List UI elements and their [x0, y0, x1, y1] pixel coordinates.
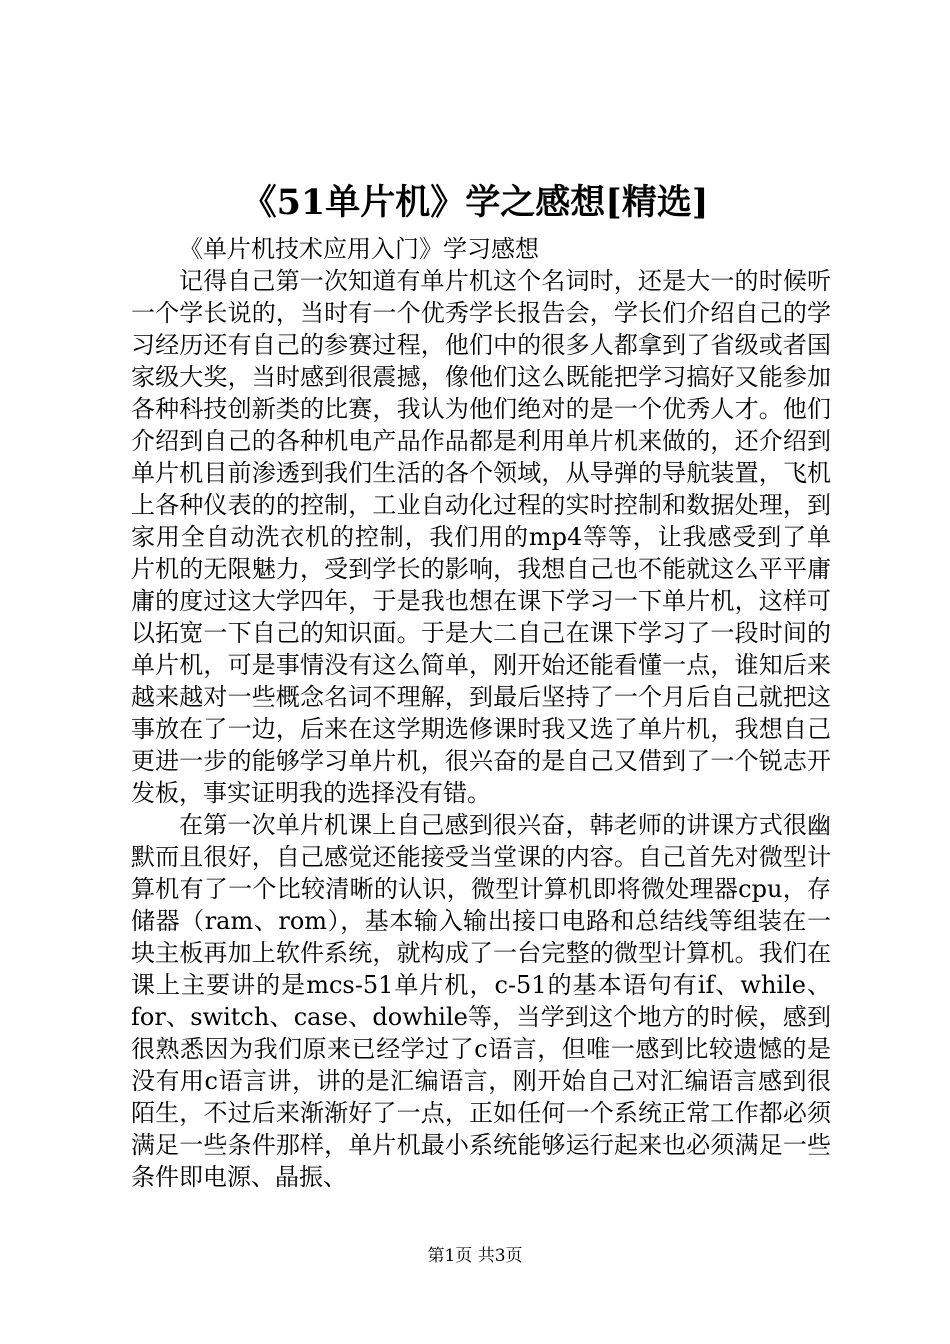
page-footer: 第1页 共3页 [427, 1246, 523, 1266]
document-body [131, 233, 831, 1193]
document-subtitle: 《单片机技术应用入门》学习感想 [179, 235, 539, 263]
paragraph: 在第一次单片机课上自己感到很兴奋，韩老师的讲课方式很幽默而且很好，自己感觉还能接受当堂课的内容。自己首先对微型计算机有了一个比较清晰的认识，微型计算机即将微处理器cpu，存储器（ram、rom），基本输入输出接口电路和总结线等组装在一块主板再加上软件系统，就构成了一台完整的微型计算机。我们在课上主要讲的是mcs-51单片机，c-51的基本语句有if、while、for、switch、case、dowhile等，当学到这个地方的时候，感到很熟悉因为我们原来已经学过了c语言，但唯一感到比较遗憾的是没有用c语言讲，讲的是汇编语言，刚开始自己对汇编语言感到很陌生，不过后来渐渐好了一点，正如任何一个系统正常工作都必须满足一些条件那样，单片机最小系统能够运行起来也必须满足一些条件即电源、晶振、 [131, 811, 831, 1191]
paragraph: 记得自己第一次知道有单片机这个名词时，还是大一的时候听一个学长说的，当时有一个优秀学长报告会，学长们介绍自己的学习经历还有自己的参赛过程，他们中的很多人都拿到了省级或者国家级大奖，当时感到很震撼，像他们这么既能把学习搞好又能参加各种科技创新类的比赛，我认为他们绝对的是一个优秀人才。他们介绍到自己的各种机电产品作品都是利用单片机来做的，还介绍到单片机目前渗透到我们生活的各个领域，从导弹的导航装置，飞机上各种仪表的的控制，工业自动化过程的实时控制和数据处理，到家用全自动洗衣机的控制，我们用的mp4等等，让我感受到了单片机的无限魅力，受到学长的影响，我想自己也不能就这么平平庸庸的度过这大学四年，于是我也想在课下学习一下单片机，这样可以拓宽一下自己的知识面。于是大二自己在课下学习了一段时间的单片机，可是事情没有这么简单，刚开始还能看懂一点，谁知后来越来越对一些概念名词不理解，到最后坚持了一个月后自己就把这事放在了一边，后来在这学期选修课时我又选了单片机，我想自己更进一步的能够学习单片机，很兴奋的是自己又借到了一个锐志开发板，事实证明我的选择没有错。 [131, 267, 831, 807]
document-title: 《51单片机》学之感想[精选] [241, 182, 709, 223]
